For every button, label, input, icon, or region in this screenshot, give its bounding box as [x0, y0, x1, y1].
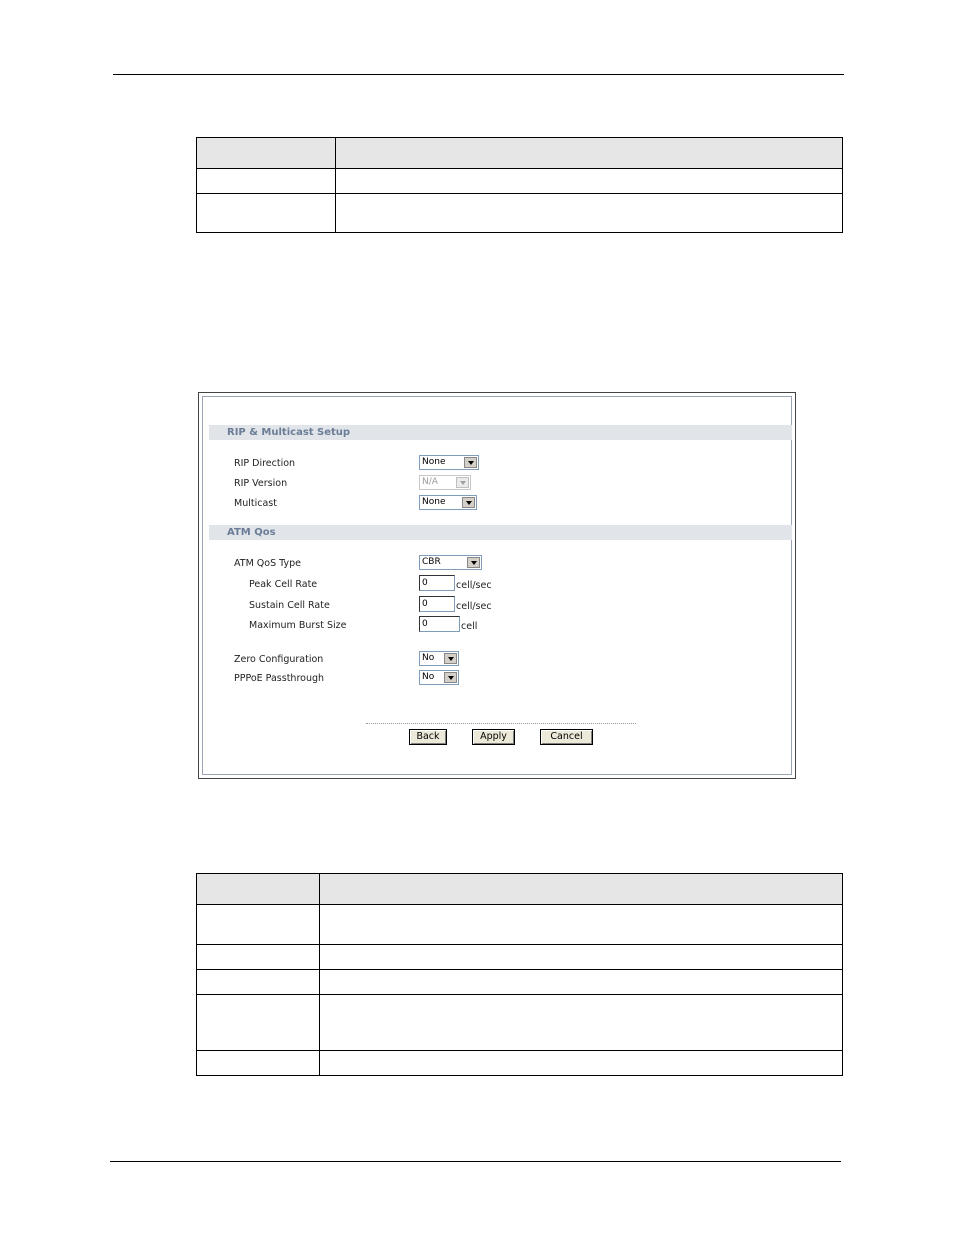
back-button[interactable]: Back	[409, 729, 447, 745]
max-burst-size-input[interactable]: 0	[419, 616, 460, 632]
sustain-cell-rate-unit: cell/sec	[456, 601, 492, 612]
table-header-cell	[320, 874, 843, 905]
zero-configuration-select[interactable]: No	[419, 651, 459, 666]
table-row	[197, 995, 843, 1051]
chevron-down-icon	[444, 672, 457, 683]
table-header-cell	[336, 138, 843, 169]
chevron-down-icon	[467, 557, 480, 568]
max-burst-size-unit: cell	[461, 621, 478, 632]
section-rip-multicast: RIP & Multicast Setup	[209, 425, 792, 440]
rip-direction-select[interactable]: None	[419, 455, 479, 470]
description-table-top	[196, 137, 843, 233]
chevron-down-icon	[444, 653, 457, 664]
peak-cell-rate-unit: cell/sec	[456, 580, 492, 591]
chevron-down-icon	[462, 497, 475, 508]
apply-button[interactable]: Apply	[472, 729, 515, 745]
multicast-select[interactable]: None	[419, 495, 477, 510]
sustain-cell-rate-input[interactable]: 0	[419, 596, 455, 612]
table-row	[197, 1051, 843, 1076]
atm-qos-type-select[interactable]: CBR	[419, 555, 482, 570]
chevron-down-icon	[456, 477, 469, 488]
screenshot-panel	[198, 392, 796, 779]
max-burst-size-label: Maximum Burst Size	[249, 620, 347, 631]
table-row	[197, 970, 843, 995]
pppoe-passthrough-label: PPPoE Passthrough	[234, 673, 325, 684]
zero-configuration-label: Zero Configuration	[234, 654, 324, 665]
header-rule	[113, 74, 844, 75]
table-row	[197, 169, 843, 194]
description-table-bottom	[196, 873, 843, 1076]
peak-cell-rate-label: Peak Cell Rate	[249, 579, 318, 590]
button-divider	[366, 723, 636, 724]
table-row	[197, 194, 843, 233]
panel-frame	[202, 396, 792, 775]
pppoe-passthrough-select[interactable]: No	[419, 670, 459, 685]
atm-qos-type-label: ATM QoS Type	[234, 558, 301, 569]
footer-rule	[110, 1161, 841, 1162]
rip-version-select: N/A	[419, 475, 471, 490]
table-row	[197, 905, 843, 945]
rip-direction-label: RIP Direction	[234, 458, 296, 469]
table-header-cell	[197, 138, 336, 169]
section-atm-qos: ATM Qos	[209, 525, 792, 540]
rip-version-label: RIP Version	[234, 478, 288, 489]
peak-cell-rate-input[interactable]: 0	[419, 575, 455, 591]
sustain-cell-rate-label: Sustain Cell Rate	[249, 600, 330, 611]
table-header-cell	[197, 874, 320, 905]
multicast-label: Multicast	[234, 498, 277, 509]
chevron-down-icon	[464, 457, 477, 468]
cancel-button[interactable]: Cancel	[540, 729, 593, 745]
table-row	[197, 945, 843, 970]
